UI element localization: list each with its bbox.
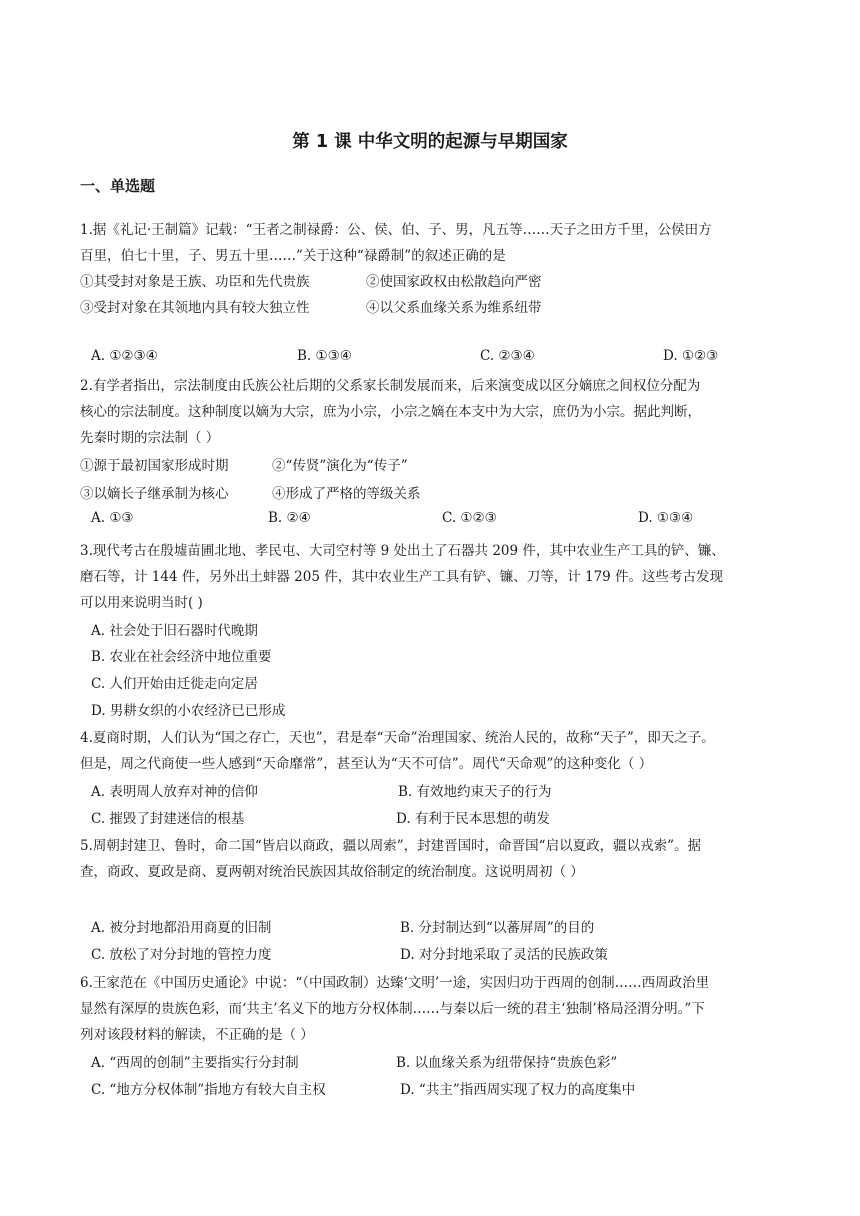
question-1-text-line-2: 百里，伯七十里，子、男五十里……”关于这种“禄爵制”的叙述正确的是: [80, 248, 506, 264]
question-3-option-b[interactable]: B. 农业在社会经济中地位重要: [91, 649, 272, 665]
question-4-text-line-2: 但是，周之代商使一些人感到“天命靡常”，甚至认为“天不可信”。周代“天命观”的这种变化（ ）: [80, 756, 653, 772]
question-6-option-c[interactable]: C. “地方分权体制”指地方有较大自主权: [91, 1082, 326, 1098]
question-3-text-line-1: 3.现代考古在殷墟苗圃北地、孝民屯、大司空村等 9 处出土了石器共 209 件，其中农业生产工具的铲、镰、: [80, 543, 725, 559]
question-4-option-c[interactable]: C. 摧毁了封建迷信的根基: [91, 811, 245, 827]
question-4-option-b[interactable]: B. 有效地约束天子的行为: [398, 784, 552, 800]
question-2-text-line-3: 先秦时期的宗法制（ ）: [80, 430, 220, 446]
question-2-option-a[interactable]: A. ①③: [91, 510, 134, 526]
question-6-text-line-2: 显然有深厚的贵族色彩，而‘共主’名义下的地方分权体制……与秦以后一统的君主‘独制’格局泾渭分明。”下: [80, 1001, 705, 1017]
question-6-option-b[interactable]: B. 以血缘关系为纽带保持“贵族色彩”: [396, 1055, 618, 1071]
question-2-statement-2: ②“传贤”演化为“传子”: [272, 458, 408, 474]
question-1-statement-2: ②使国家政权由松散趋向严密: [366, 274, 542, 290]
question-5-text-line-2: 查，商政、夏政是商、夏两朝对统治民族因其故俗制定的统治制度。这说明周初（ ）: [80, 864, 584, 880]
question-5-option-d[interactable]: D. 对分封地采取了灵活的民族政策: [400, 947, 608, 963]
question-5-option-a[interactable]: A. 被分封地都沿用商夏的旧制: [91, 920, 272, 936]
question-2-text-line-1: 2.有学者指出，宗法制度由氏族公社后期的父系家长制发展而来，后来演变成以区分嫡庶之间权位分配为: [80, 378, 701, 394]
question-4-text-line-1: 4.夏商时期，人们认为“国之存亡，天也”，君是奉“天命”治理国家、统治人民的，故称“天子”，即天之子。: [80, 730, 715, 746]
section-heading: 一、单选题: [80, 177, 156, 195]
question-1-option-a[interactable]: A. ①②③④: [91, 348, 158, 364]
question-1-option-c[interactable]: C. ②③④: [480, 348, 535, 364]
question-2-option-b[interactable]: B. ②④: [268, 510, 311, 526]
question-3-text-line-2: 磨石等，计 144 件，另外出土蚌器 205 件，其中农业生产工具有铲、镰、刀等，计 179 件。这些考古发现: [80, 569, 724, 585]
question-4-option-a[interactable]: A. 表明周人放弃对神的信仰: [91, 784, 258, 800]
page-title: 第 1 课 中华文明的起源与早期国家: [292, 132, 568, 152]
question-2-text-line-2: 核心的宗法制度。这种制度以嫡为大宗，庶为小宗，小宗之嫡在本支中为大宗，庶仍为小宗。据此判断，: [80, 404, 701, 420]
question-1-statement-3: ③受封对象在其领地内具有较大独立性: [80, 300, 310, 316]
question-2-statement-1: ①源于最初国家形成时期: [80, 458, 229, 474]
question-1-option-b[interactable]: B. ①③④: [297, 348, 352, 364]
question-2-option-d[interactable]: D. ①③④: [638, 510, 694, 526]
question-1-text-line-1: 1.据《礼记·王制篇》记载：“王者之制禄爵：公、侯、伯、子、男，凡五等……天子之田方千里，公侯田方: [80, 222, 712, 238]
question-6-option-d[interactable]: D. “共主”指西周实现了权力的高度集中: [400, 1082, 636, 1098]
question-4-option-d[interactable]: D. 有利于民本思想的萌发: [396, 811, 550, 827]
question-2-statement-4: ④形成了严格的等级关系: [272, 486, 421, 502]
question-3-option-a[interactable]: A. 社会处于旧石器时代晚期: [91, 623, 258, 639]
question-5-text-line-1: 5.周朝封建卫、鲁时，命二国“皆启以商政，疆以周索”，封建晋国时，命晋国“启以夏政，疆以戎索”。据: [80, 838, 701, 854]
question-5-option-c[interactable]: C. 放松了对分封地的管控力度: [91, 947, 272, 963]
question-3-text-line-3: 可以用来说明当时( ): [80, 595, 203, 611]
question-6-option-a[interactable]: A. “西周的创制”主要指实行分封制: [91, 1055, 299, 1071]
question-1-statement-4: ④以父系血缘关系为维系纽带: [366, 300, 542, 316]
question-2-option-c[interactable]: C. ①②③: [442, 510, 497, 526]
question-2-statement-3: ③以嫡长子继承制为核心: [80, 486, 229, 502]
question-6-text-line-1: 6.王家范在《中国历史通论》中说：“（中国政制）达臻‘文明’一途，实因归功于西周的创制……西周政治里: [80, 975, 710, 991]
question-5-option-b[interactable]: B. 分封制达到“以蕃屏周”的目的: [400, 920, 595, 936]
question-1-option-d[interactable]: D. ①②③: [663, 348, 719, 364]
question-3-option-c[interactable]: C. 人们开始由迁徙走向定居: [91, 676, 258, 692]
question-3-option-d[interactable]: D. 男耕女织的小农经济已已形成: [91, 703, 286, 719]
question-6-text-line-3: 列对该段材料的解读，不正确的是（ ）: [80, 1027, 314, 1043]
question-1-statement-1: ①其受封对象是王族、功臣和先代贵族: [80, 274, 310, 290]
